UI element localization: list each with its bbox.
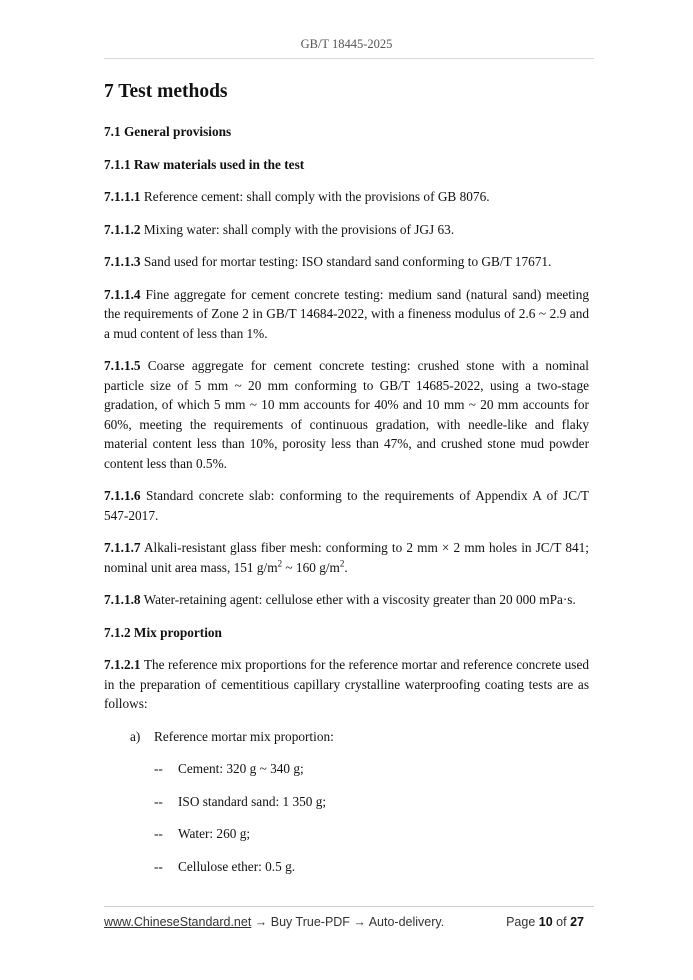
subsection-7-1: 7.1 General provisions xyxy=(104,124,232,139)
clause-7-1-1-4: 7.1.1.4 Fine aggregate for cement concrete testing: medium sand (natural sand) meeting the requirements of Zone 2 in GB/T 14684-2022, with a fineness modulus of 2.6 ~ 2.9 and a mud content of less than 1%. xyxy=(104,286,589,341)
list-item: -- ISO standard sand: 1 350 g; xyxy=(154,793,327,809)
site-link[interactable]: www.ChineseStandard.net xyxy=(104,915,252,929)
clause-7-1-1-7: 7.1.1.7 Alkali-resistant glass fiber mesh: conforming to 2 mm × 2 mm holes in JC/T 841; nominal unit area mass, 151 $g/m^2$ ~ 160 $g/m^2$. xyxy=(104,540,589,575)
clause-7-1-1-3: 7.1.1.3 Sand used for mortar testing: ISO standard sand conforming to GB/T 17671. xyxy=(104,254,552,269)
clause-7-1-1-8: 7.1.1.8 Water-retaining agent: cellulose ether with a viscosity greater than 20 000 mPa·s. xyxy=(104,592,576,607)
current-page: 10 xyxy=(538,915,553,929)
clause-7-1-1-2: 7.1.1.2 Mixing water: shall comply with the provisions of JGJ 63. xyxy=(104,221,455,237)
clause-7-1-1-6: 7.1.1.6 Standard concrete slab: conforming to the requirements of Appendix A of JC/T 547-2017. xyxy=(104,488,589,523)
section-title: 7 Test methods xyxy=(104,81,228,102)
document-code-header: GB/T 18445-2025 xyxy=(300,37,393,51)
list-item: -- Cellulose ether: 0.5 g. xyxy=(154,858,296,874)
clause-7-1-1-1: 7.1.1.1 Reference cement: shall comply with the provisions of GB 8076. xyxy=(104,189,490,204)
clause-7-1-1-5: 7.1.1.5 Coarse aggregate for cement concrete testing: crushed stone with a nominal particle size of 5 mm ~ 20 mm conforming to GB/T 14685-2022, using a two-stage gradation, of which 5 mm ~ 10 mm accounts for 40% and 10 mm ~ 20 mm accounts for 60%, meeting the requirements of continuous gradation, with needle-like and flaky material content less than 10%, porosity less than 47%, and crushed stone mud powder content less than 0.5%. xyxy=(104,358,589,471)
total-pages: 27 xyxy=(570,915,584,929)
subsection-7-1-2: 7.1.2 Mix proportion xyxy=(104,624,222,640)
clause-7-1-2-1: 7.1.2.1 The reference mix proportions for the reference mortar and reference concrete used in the preparation of cementitious capillary crystalline waterproofing coating tests are as follows: xyxy=(104,657,589,711)
header-divider xyxy=(104,58,594,59)
list-item: -- Water: 260 g; xyxy=(154,826,251,841)
footer-divider xyxy=(104,906,594,907)
footer-promo: → Buy True-PDF → Auto-delivery. xyxy=(251,915,445,929)
page-footer xyxy=(104,915,584,935)
list-item: -- Cement: 320 g ~ 340 g; xyxy=(154,761,304,776)
subsection-7-1-1: 7.1.1 Raw materials used in the test xyxy=(104,156,305,172)
page-indicator: Page 10 of 27 xyxy=(506,915,584,929)
list-item-a: a) Reference mortar mix proportion: xyxy=(130,728,334,744)
page-content xyxy=(104,80,589,889)
